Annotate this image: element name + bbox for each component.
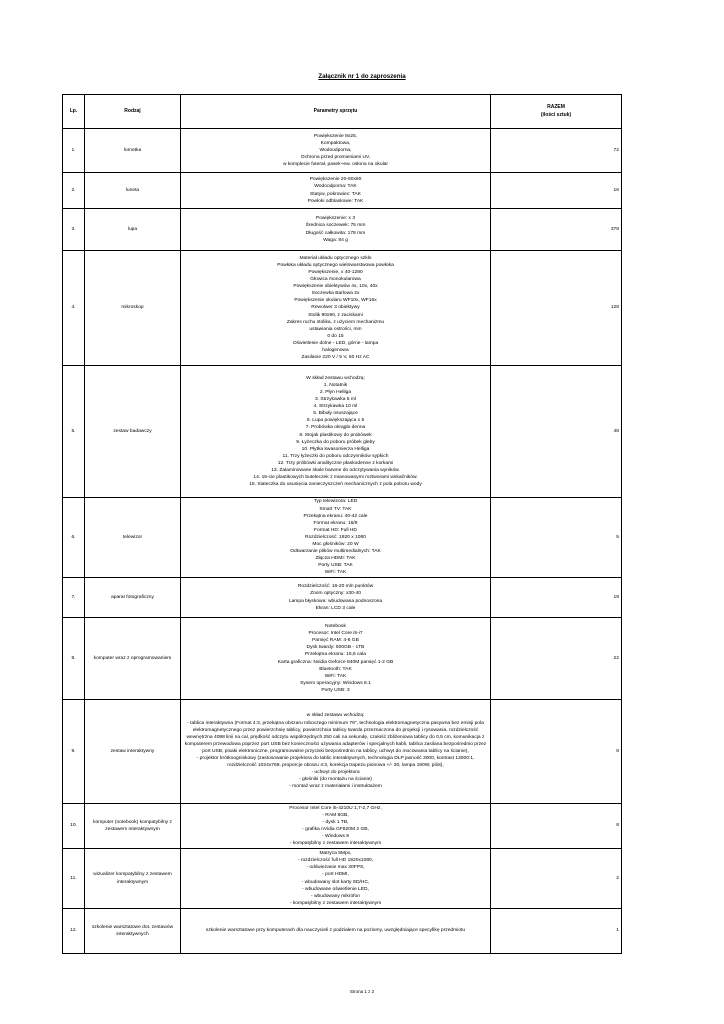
row-qty: 5 <box>491 498 622 578</box>
param-line: Rozdzielczość: 16-20 mln punktów <box>297 584 374 590</box>
param-line: w komplecie futerał, pasek+ew. osłona na okular <box>282 162 389 168</box>
param-line: Matryca 5Mpx, <box>319 851 352 857</box>
param-line: Kompaktowa, <box>320 140 351 146</box>
param-line: - montaż wraz z materiałami i instruktażem <box>289 784 382 790</box>
param-line: - głośniki (do montażu na ścianie) <box>299 777 372 783</box>
row-params <box>181 173 491 209</box>
row-params <box>181 849 491 909</box>
table-row <box>63 251 622 366</box>
table-row <box>63 804 622 849</box>
param-line: Powiększenie okularu WF10x, WF16x <box>294 298 377 304</box>
param-line: - grafika nVidia GF820M 2 GB, <box>302 827 369 832</box>
param-line: - tablica interaktywna (Format 4:3, przekątna obszaru roboczego minimum 79", technologia elektromagnetyczna pasywna bez emisji pola elektromagnetycznego przez powierzchnię tablicy, powierzchnia tablicy twarda przeznaczona do projekcji i rysowania, rozdzielczość wewnętrzna 4098 linii na cal, prędkość odczytu współrzędnych 250 cali na sekundę, czułość zbliżeniowa tablicy do 0,5 cm, komunikacja z komputerem przewodowa poprzez port USB bez konieczności używania adapterów i specjalnych kabli, tablica zasilana bezpośrednio przez port USB, pisaki elektroniczne, programowalne przyciski bezpośrednio na tablicy, uchwyt do mocowania tablicy na ścianie), <box>184 720 487 754</box>
param-line: Statyw, pokrowiec: TAK <box>310 191 361 197</box>
param-line: Ochrona przed promieniami UV, <box>300 155 371 161</box>
param-line: Pamięć RAM: 4-8 GB <box>312 638 359 644</box>
row-lp: 7. <box>63 578 85 618</box>
param-line: Waga: 84 g <box>323 237 348 243</box>
row-qty: 1 <box>491 909 622 954</box>
table-row <box>63 849 622 909</box>
param-line: - rozdzielczość full HD 1920x1080, <box>297 858 374 864</box>
row-lp: 2. <box>63 173 85 209</box>
header-qty-line1: RAZEM <box>547 104 565 111</box>
row-params <box>181 804 491 849</box>
param-line: 11. Trzy łyżeczki do poboru odczynników sypkich <box>282 453 389 459</box>
param-line: Dysk twardy: 500GB - 1TB <box>306 645 365 651</box>
row-params <box>181 909 491 954</box>
param-line: Sysem operacyjny: Windows 8.1 <box>300 680 371 686</box>
row-params <box>181 129 491 173</box>
table-row <box>63 909 622 954</box>
param-line: 3. Strzykawka 5 ml <box>314 397 357 403</box>
table-header-row <box>63 95 622 129</box>
table-row <box>63 578 622 618</box>
row-lp: 9. <box>63 700 85 804</box>
row-params <box>181 251 491 366</box>
param-line: Smart TV: TAK <box>319 506 352 512</box>
param-line: Rewolwer 3 obiektywy <box>311 305 360 311</box>
param-line: Przekątna ekranu: 40-42 cale <box>303 513 368 519</box>
row-name: szkolenie warsztatowe dot. zestawów interaktywnych <box>85 909 181 954</box>
param-line: Ekran: LCD 3 cale <box>315 605 356 611</box>
page-footer: Strona 1 z 2 <box>349 989 375 994</box>
param-line: WiFi: TAK <box>324 570 347 576</box>
param-line: Notebook <box>325 624 346 630</box>
row-qty: 19 <box>491 578 622 618</box>
param-line: Procesor: Intel Core i5-i7 <box>308 631 363 637</box>
param-line: - uchwyt do projektora <box>311 770 360 776</box>
param-line: 4. Strzykawka 10 ml <box>313 404 358 410</box>
row-name: komputer (notebook) kompatybilny z zestawem interaktywnym <box>85 804 181 849</box>
row-name: zestaw interaktywny <box>85 700 181 804</box>
row-params <box>181 578 491 618</box>
param-line: Soczewka Barlowa 2x <box>311 291 360 297</box>
row-lp: 11. <box>63 849 85 909</box>
param-line: - wbudowany slot karty SD/HC, <box>301 879 370 885</box>
param-line: Moc głośników: 20 W <box>312 542 359 548</box>
row-qty: 8 <box>491 804 622 849</box>
param-line: Format HD: Full HD <box>314 527 357 533</box>
param-line: Typ telewizora: LED <box>313 499 358 505</box>
param-line: 2. Płyn Helliga <box>319 389 352 395</box>
header-name: Rodzaj <box>85 95 181 129</box>
param-line: 1. Notatnik <box>323 382 348 388</box>
param-line: Powłoki odblaskowe: TAK <box>307 198 364 204</box>
param-line: 0 do 15 <box>327 333 344 339</box>
param-line: - dysk 1 TB, <box>322 819 349 825</box>
document-title: Załącznik nr 1 do zaproszenia <box>318 73 406 80</box>
row-lp: 10. <box>63 804 85 849</box>
row-params <box>181 498 491 578</box>
row-params <box>181 209 491 251</box>
table-row <box>63 700 622 804</box>
param-line: Głowica monokularowa <box>310 277 361 283</box>
param-line: Powłoka układu optycznego wielowarstwowa powłoka <box>277 262 394 268</box>
row-lp: 6. <box>63 498 85 578</box>
row-qty: 72 <box>491 129 622 173</box>
param-line: - RAM 8GB, <box>322 812 349 818</box>
param-line: Format ekranu: 16/9 <box>313 520 358 526</box>
param-line: - projektor krótkoogniskowy (zastosowanie projektora do tablic interaktywnych, technologia DLP jasność 3000, kontrast 13000:1, rozdzielczość 1024x768, proporcje obrazu 4:3, korekcja trapezu pionowa +/- 30, lampa 190W, pilot), <box>196 756 475 769</box>
param-line: W skład zestawu wchodzą: <box>306 375 365 381</box>
param-line: Długość całkowita: 178 mm <box>305 230 366 236</box>
row-name: wizualizer kompatybilny z zestawem interaktywnym <box>85 849 181 909</box>
row-qty: 378 <box>491 209 622 251</box>
row-lp: 4. <box>63 251 85 366</box>
row-lp: 1. <box>63 129 85 173</box>
param-line: 10. Płytka kwasomierza Helliga <box>301 446 370 452</box>
param-line: Materiał układu optycznego szkło <box>299 255 372 261</box>
param-line: - kompatybilny z zestawem interaktywnym <box>289 900 382 906</box>
row-lp: 5. <box>63 366 85 498</box>
param-line: Zasilanie 220 V / 5 V, 50 Hz AC <box>301 355 370 361</box>
table-row <box>63 173 622 209</box>
param-line: Powiększenie: x 3 <box>315 216 356 222</box>
param-line: 14. 15-cie plastikowych buteleczek z mianowanymi roztworami wskaźników. <box>253 475 418 481</box>
param-line: Porty USB: TAK <box>318 563 353 569</box>
row-qty: 128 <box>491 251 622 366</box>
param-line: Złącza HDMI: TAK <box>315 556 356 562</box>
param-line: 12. Trzy próbówki analityczne płaskodenne z korkami <box>277 460 394 466</box>
param-line: - Windows 8 <box>322 834 349 840</box>
row-name: mikroskop <box>85 251 181 366</box>
param-line: Powiększenie 20-60x60 <box>309 177 362 183</box>
param-line: 6. Lupa powiększająca x 5 <box>306 418 365 424</box>
row-name: luneta <box>85 173 181 209</box>
param-line: szkolenie warsztatowe przy komputerach dla nauczycieli z podziałem na poziomy, uwzględniające specyfikę przedmiotu <box>205 928 466 934</box>
param-line: Powiększenie obiektywów 4x, 10x, 40x <box>293 284 378 290</box>
param-line: Wodoodporna: TAK <box>314 184 357 190</box>
param-line: Powiększenie, x 40-1280 <box>308 269 363 275</box>
row-params <box>181 618 491 700</box>
param-line: - wbudowany mikrofon <box>311 893 360 899</box>
row-params <box>181 700 491 804</box>
param-line: 13. Zalaminowane skale barwne do odczytywania wyników. <box>271 467 400 473</box>
row-lp: 12. <box>63 909 85 954</box>
header-qty-line2: (ilości sztuk) <box>540 111 572 118</box>
param-line: Porty USB: 3 <box>321 687 350 693</box>
param-line: Powiększenie 8x25, <box>313 133 358 139</box>
param-line: Zoom optyczny: x30-40 <box>310 591 361 597</box>
param-line: 9. Łyżeczka do poboru próbek gleby <box>296 439 375 445</box>
header-lp: Lp. <box>63 95 85 129</box>
param-line: Procesor Intel Core i5-4210U 1,7-2,7 GHz, <box>289 805 382 811</box>
param-line: Lampa błyskowa: wbudowana podnoszona <box>288 598 383 604</box>
table-row <box>63 618 622 700</box>
table-row <box>63 209 622 251</box>
row-name: komputer wraz z oprogramowaniem <box>85 618 181 700</box>
row-params <box>181 366 491 498</box>
row-name: telewizor <box>85 498 181 578</box>
param-line: - odświeżanie max 30FPS, <box>306 865 365 871</box>
param-line: WiFi: TAK <box>324 673 347 679</box>
param-line: Przekątna ekranu: 15,6 cala <box>305 652 366 658</box>
row-qty: 48 <box>491 366 622 498</box>
param-line: - kompatybilny z zestawem interaktywnym <box>289 841 382 847</box>
param-line: Stolik 90x90, z zaciskami <box>308 312 363 318</box>
param-line: Średnica soczewek: 75 mm <box>305 223 366 229</box>
row-qty: 2 <box>491 849 622 909</box>
row-qty: 16 <box>491 173 622 209</box>
header-params: Parametry sprzętu <box>181 95 491 129</box>
param-line: Karta graficzna: Nvidia Geforce 840M pamięć 1-2 GB <box>277 659 394 665</box>
param-line: Odtwarzanie plików multimedialnych: TAK <box>290 549 381 555</box>
row-qty: 22 <box>491 618 622 700</box>
header-qty <box>491 95 622 129</box>
table-row <box>63 129 622 173</box>
param-line: 15. Siateczka do usunięcia zanieczyszczeń mechanicznych z pola poboru wody <box>249 482 422 488</box>
param-line: w skład zestawu wchodzą: <box>306 713 365 719</box>
param-line: Zakres ruchu stolika, z użyciem mechanizmu <box>286 319 385 325</box>
specification-table <box>62 94 622 954</box>
row-name: zestaw badawczy <box>85 366 181 498</box>
param-line: - port HDMI, <box>322 872 349 878</box>
param-line: Wodoodporna, <box>319 147 352 153</box>
param-line: 7. Probówka okrągło denna <box>305 425 366 431</box>
param-line: halogenowa <box>322 348 349 354</box>
param-line: Oświetlenie dolne - LED, górne - lampa <box>292 340 379 346</box>
param-line: Rozdzielczość: 1920 x 1080 <box>305 534 366 540</box>
table-row <box>63 498 622 578</box>
param-line: Bluetooth: TAK <box>319 666 352 672</box>
table-row <box>63 366 622 498</box>
param-line: 5. Bibuły osuszające <box>313 411 358 417</box>
param-line: - wbudowane oświetlenie LED, <box>302 886 369 892</box>
row-name: lornetka <box>85 129 181 173</box>
param-line: ustawiania ostrości, mm <box>309 326 362 332</box>
row-name: aparat fotograficzny <box>85 578 181 618</box>
row-lp: 8. <box>63 618 85 700</box>
row-name: lupa <box>85 209 181 251</box>
row-lp: 3. <box>63 209 85 251</box>
param-line: 8. Stojak plastikowy do probówek <box>299 432 372 438</box>
row-qty: 8 <box>491 700 622 804</box>
